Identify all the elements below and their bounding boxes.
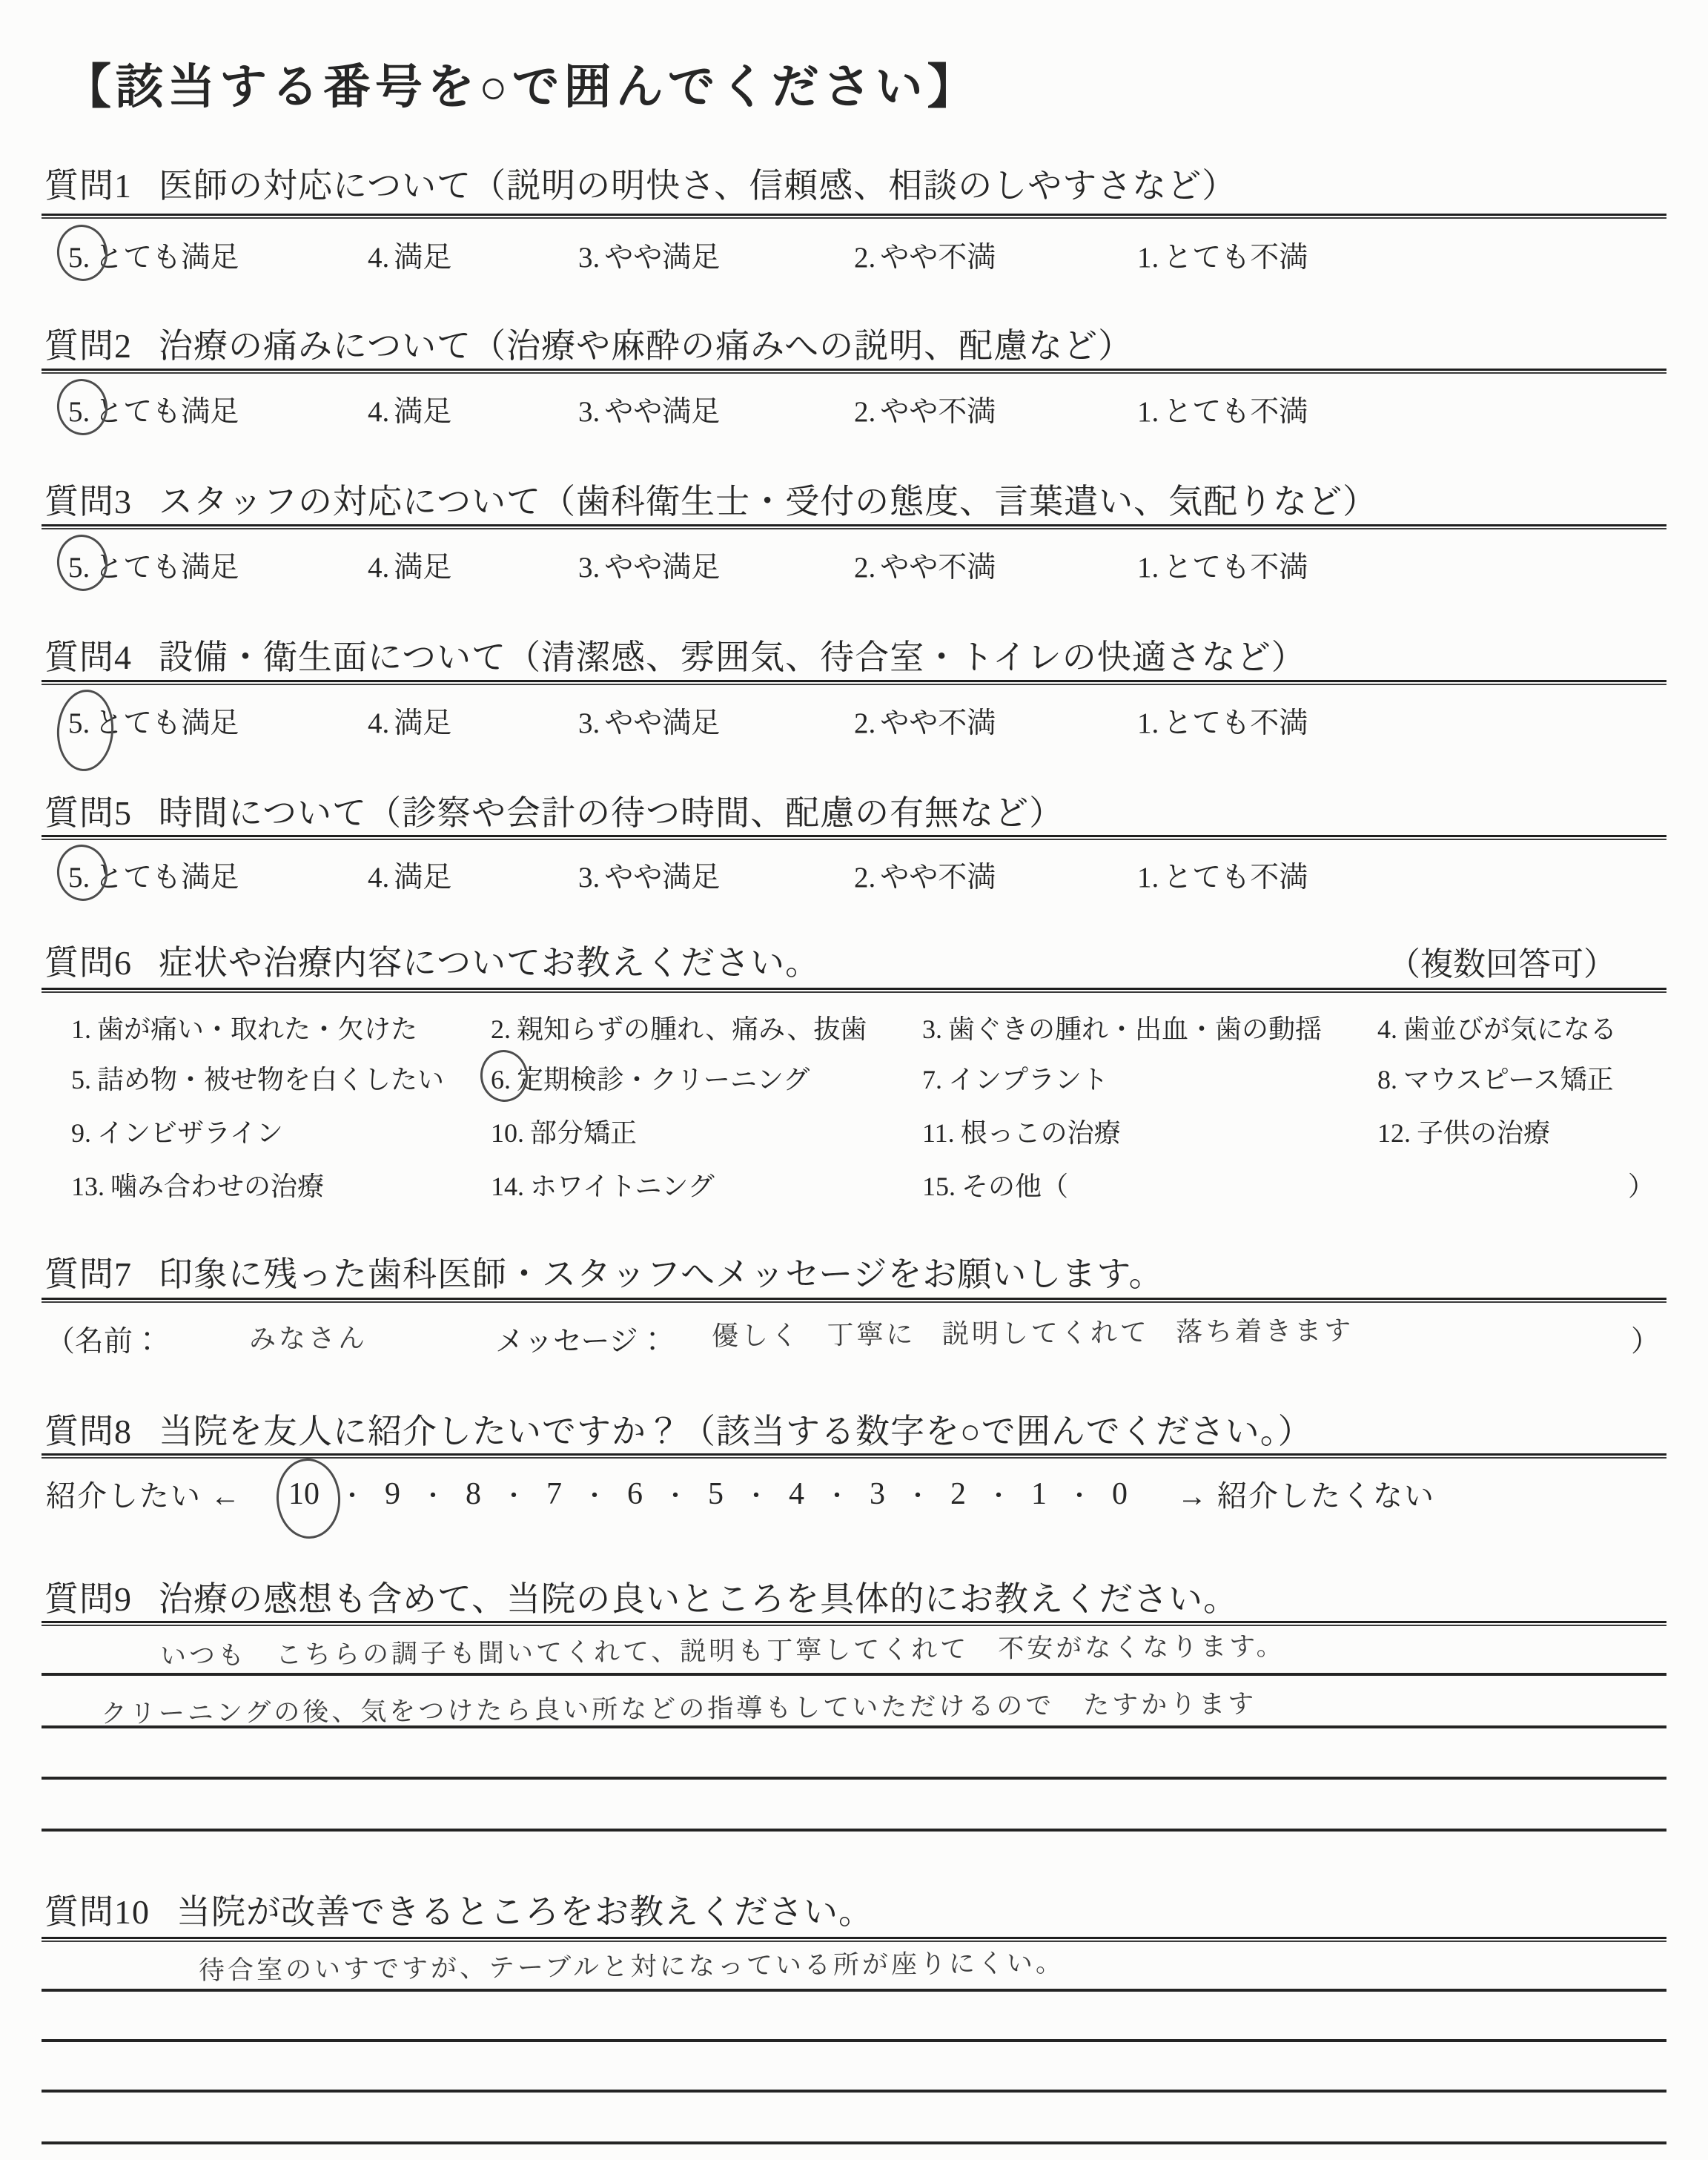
q6-item-13: 13. 噛み合わせの治療: [71, 1172, 325, 1201]
q9-answer-rule-3: [42, 1777, 1666, 1780]
question-1-text: 医師の対応について（説明の明快さ、信頼感、相談のしやすさなど）: [159, 167, 1237, 205]
q8-separator: ・: [986, 1483, 1011, 1510]
q7-message-label: メッセージ：: [495, 1326, 667, 1358]
question-9-heading: [44, 1572, 1238, 1621]
q6-item-14: 14. ホワイトニング: [491, 1172, 715, 1201]
q8-selection-circle: [274, 1456, 342, 1539]
question-3-underline: [42, 524, 1666, 529]
question-10-heading: [44, 1885, 873, 1934]
question-6-note: （複数回答可）: [1388, 946, 1616, 982]
question-3-label: 質問3: [44, 483, 132, 521]
q1-option-2: 2. やや不満: [854, 242, 996, 274]
q3-option-4: 4. 満足: [368, 552, 452, 584]
q5-option-1: 1. とても不満: [1137, 862, 1308, 894]
q2-option-2: 2. やや不満: [854, 396, 996, 428]
question-7-underline: [42, 1298, 1666, 1303]
q4-selection-circle: [54, 687, 116, 773]
q7-close-paren: ）: [1631, 1326, 1661, 1358]
q6-item-1: 1. 歯が痛い・取れた・欠けた: [71, 1014, 418, 1044]
question-2-underline: [42, 369, 1666, 374]
question-2-options: [0, 389, 1708, 440]
q8-right-label: → 紹介したくない: [1177, 1479, 1435, 1513]
question-7-label: 質問7: [44, 1255, 132, 1293]
q6-item-11: 11. 根っこの治療: [922, 1118, 1121, 1148]
question-6-label: 質問6: [44, 944, 132, 982]
question-1-underline: [42, 214, 1666, 219]
question-1-label: 質問1: [44, 167, 132, 205]
question-4-options: [0, 700, 1708, 752]
q2-option-3: 3. やや満足: [578, 396, 721, 428]
q6-item-9: 9. インビザライン: [71, 1118, 283, 1148]
q6-item-5: 5. 詰め物・被せ物を白くしたい: [71, 1065, 445, 1094]
q3-selection-circle: [54, 532, 111, 594]
q6-item-12: 12. 子供の治療: [1377, 1118, 1551, 1148]
question-10-underline: [42, 1937, 1666, 1942]
question-6-underline: [42, 988, 1666, 993]
q8-number-1: 1: [1031, 1476, 1047, 1511]
q8-left-label: 紹介したい ←: [46, 1479, 242, 1513]
q6-item-15: 15. その他（: [922, 1172, 1069, 1201]
q5-selection-circle: [54, 842, 111, 904]
question-9-label: 質問9: [44, 1580, 132, 1618]
q10-answer-rule-2: [42, 2039, 1666, 2042]
question-4-text: 設備・衛生面について（清潔感、雰囲気、待合室・トイレの快適さなど）: [159, 638, 1306, 676]
q2-selection-circle: [54, 376, 111, 438]
q5-option-4: 4. 満足: [368, 862, 452, 894]
q1-option-1: 1. とても不満: [1137, 242, 1308, 274]
question-10-text: 当院が改善できるところをお教えください。: [176, 1893, 873, 1931]
question-8-heading: [44, 1404, 1313, 1453]
q6-row-2: [0, 1059, 1708, 1103]
q3-option-5: 5. とても満足: [68, 544, 239, 586]
question-2-text: 治療の痛みについて（治療や麻酔の痛みへの説明、配慮など）: [159, 327, 1133, 365]
q6-item-7: 7. インプラント: [922, 1065, 1109, 1094]
q6-row-4: [0, 1166, 1708, 1210]
q9-answer-rule-4: [42, 1829, 1666, 1832]
question-4-underline: [42, 680, 1666, 685]
q8-separator: ・: [905, 1483, 930, 1510]
q6-item-2: 2. 親知らずの腫れ、痛み、抜歯: [491, 1014, 867, 1044]
question-2-heading: [44, 319, 1133, 368]
q8-separator: ・: [340, 1483, 365, 1510]
q8-separator: ・: [744, 1483, 769, 1510]
question-8-text: 当院を友人に紹介したいですか？（該当する数字を○で囲んでください。）: [159, 1413, 1313, 1450]
question-10-label: 質問10: [44, 1893, 150, 1931]
q1-option-5: 5. とても満足: [68, 234, 239, 276]
question-5-underline: [42, 835, 1666, 840]
question-7-text: 印象に残った歯科医師・スタッフへメッセージをお願いします。: [159, 1255, 1164, 1293]
q8-number-5: 5: [708, 1476, 724, 1511]
question-8-underline: [42, 1453, 1666, 1459]
question-4-heading: [44, 630, 1306, 679]
question-1-options: [0, 234, 1708, 286]
q10-answer-line-1: 待合室のいすですが、テーブルと対になっている所が座りにくい。: [198, 1948, 1065, 1986]
question-1-heading: [44, 159, 1237, 208]
question-5-label: 質問5: [44, 794, 132, 832]
q2-option-1: 1. とても不満: [1137, 396, 1308, 428]
q4-option-5: 5. とても満足: [68, 700, 239, 742]
question-9-underline: [42, 1621, 1666, 1626]
question-3-options: [0, 544, 1708, 596]
question-6-text: 症状や治療内容についてお教えください。: [159, 944, 821, 982]
question-3-text: スタッフの対応について（歯科衛生士・受付の態度、言葉遣い、気配りなど）: [159, 483, 1378, 521]
q8-separator: ・: [501, 1483, 526, 1510]
q9-answer-line-2: クリーニングの後、気をつけたら良い所などの指導もしていただけるので たすかります: [100, 1689, 1257, 1729]
q10-answer-rule-1: [42, 1989, 1666, 1992]
q2-option-4: 4. 満足: [368, 396, 452, 428]
q8-separator: ・: [663, 1483, 688, 1510]
q8-separator: ・: [1067, 1483, 1092, 1510]
q8-number-3: 3: [870, 1476, 885, 1511]
q7-name-label: （名前：: [46, 1326, 162, 1358]
q8-number-2: 2: [950, 1476, 966, 1511]
question-8-label: 質問8: [44, 1413, 132, 1450]
q1-option-3: 3. やや満足: [578, 242, 721, 274]
page-title: 【該当する番号を○で囲んでください】: [64, 61, 979, 113]
q7-name-handwritten: みなさん: [248, 1323, 368, 1355]
question-5-heading: [44, 786, 1064, 835]
q1-option-4: 4. 満足: [368, 242, 452, 274]
q6-item-15-close-paren: ）: [1628, 1172, 1655, 1201]
q4-option-1: 1. とても不満: [1137, 707, 1308, 739]
q6-row-3: [0, 1112, 1708, 1157]
q8-number-6: 6: [627, 1476, 643, 1511]
q8-number-10: 10: [288, 1476, 320, 1512]
q8-number-0: 0: [1112, 1476, 1128, 1511]
q10-answer-rule-3: [42, 2090, 1666, 2093]
q8-separator: ・: [420, 1483, 446, 1510]
q3-option-3: 3. やや満足: [578, 552, 721, 584]
q2-option-5: 5. とても満足: [68, 389, 239, 430]
q7-message-handwritten: 優しく 丁寧に 説明してくれて 落ち着きます: [711, 1315, 1354, 1352]
q6-item-8: 8. マウスピース矯正: [1377, 1065, 1614, 1094]
q9-answer-rule-1: [42, 1673, 1666, 1676]
q6-row-1: [0, 1008, 1708, 1053]
q3-option-2: 2. やや不満: [854, 552, 996, 584]
q8-number-4: 4: [789, 1476, 804, 1511]
q5-option-2: 2. やや不満: [854, 862, 996, 894]
q4-option-4: 4. 満足: [368, 707, 452, 739]
question-6-heading: [44, 936, 820, 985]
q4-option-3: 3. やや満足: [578, 707, 721, 739]
q8-separator: ・: [824, 1483, 850, 1510]
question-7-heading: [44, 1247, 1164, 1296]
question-9-text: 治療の感想も含めて、当院の良いところを具体的にお教えください。: [159, 1580, 1239, 1618]
question-5-options: [0, 854, 1708, 906]
q6-item-4: 4. 歯並びが気になる: [1377, 1014, 1618, 1044]
question-3-heading: [44, 475, 1377, 524]
question-4-label: 質問4: [44, 638, 132, 676]
q6-item-3: 3. 歯ぐきの腫れ・出血・歯の動揺: [922, 1014, 1323, 1044]
q9-answer-rule-2: [42, 1725, 1666, 1728]
q8-number-8: 8: [466, 1476, 481, 1511]
question-5-text: 時間について（診察や会計の待つ時間、配慮の有無など）: [159, 794, 1065, 832]
q3-option-1: 1. とても不満: [1137, 552, 1308, 584]
q4-option-2: 2. やや不満: [854, 707, 996, 739]
q8-separator: ・: [582, 1483, 607, 1510]
q1-selection-circle: [54, 222, 111, 284]
q6-item-6-selection-circle: [477, 1047, 531, 1104]
q10-answer-rule-4: [42, 2141, 1666, 2144]
q5-option-3: 3. やや満足: [578, 862, 721, 894]
q6-item-6: 6. 定期検診・クリーニング: [491, 1059, 810, 1097]
q9-answer-line-1: いつも こちらの調子も聞いてくれて、説明も丁寧してくれて 不安がなくなります。: [159, 1631, 1285, 1671]
q8-number-9: 9: [385, 1476, 400, 1511]
q6-item-10: 10. 部分矯正: [491, 1118, 638, 1148]
question-2-label: 質問2: [44, 327, 132, 365]
question-8-scale-row: [46, 1473, 1435, 1515]
q5-option-5: 5. とても満足: [68, 854, 239, 896]
q8-number-7: 7: [546, 1476, 562, 1511]
